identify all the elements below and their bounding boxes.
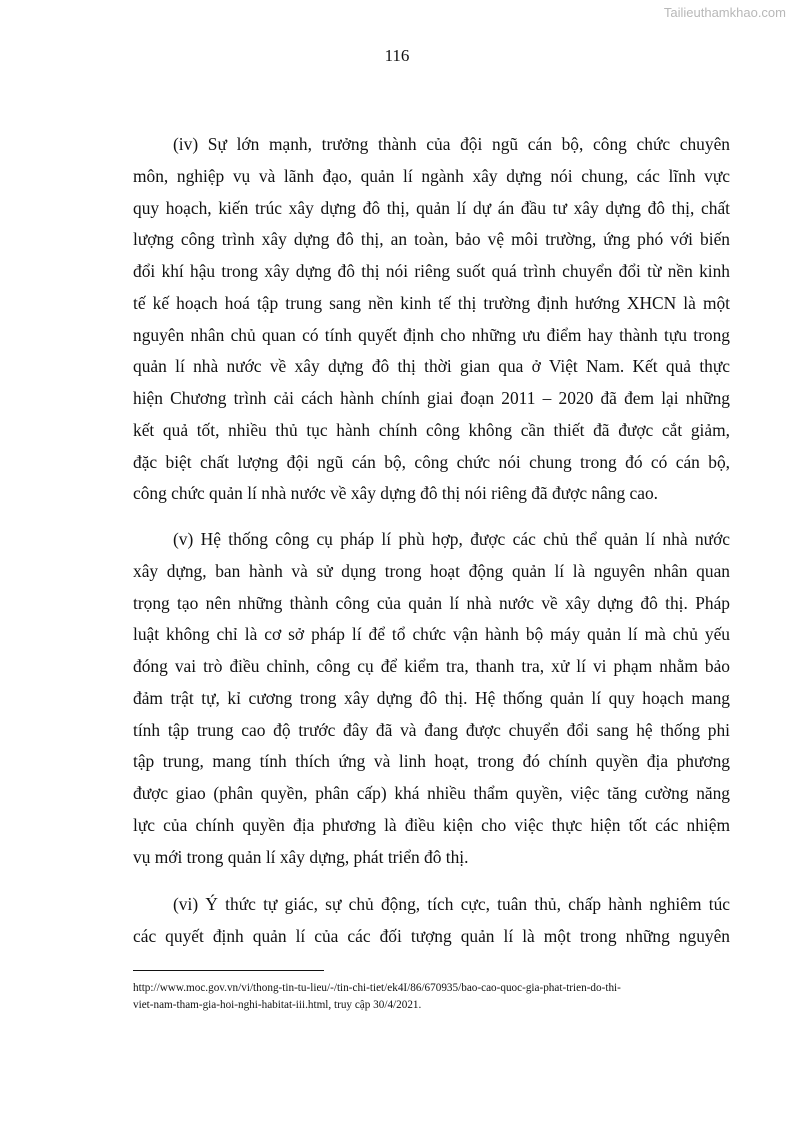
text-line: các quyết định quản lí của các đối tượng quản lí là một trong những nguyên — [133, 925, 730, 946]
text-line: hiện Chương trình cải cách hành chính giai đoạn 2011 – 2020 đã đem lại những — [133, 388, 730, 408]
text-line: vụ mới trong quản lí xây dựng, phát triển đô thị. — [133, 846, 469, 867]
footnote-line: viet-nam-tham-gia-hoi-nghi-habitat-iii.html, truy cập 30/4/2021. — [133, 999, 422, 1011]
paragraph-vi — [133, 889, 730, 953]
text-line: lượng công trình xây dựng đô thị, an toàn, bảo vệ môi trường, ứng phó với biến — [133, 229, 730, 250]
text-line: quản lí nhà nước về xây dựng đô thị thời gian qua ở Việt Nam. Kết quả thực — [133, 356, 730, 377]
text-line: luật không chỉ là cơ sở pháp lí để tổ chức vận hành bộ máy quản lí mà chủ yếu — [133, 624, 730, 645]
text-line: trọng tạo nên những thành công của quản lí nhà nước về xây dựng đô thị. Pháp — [133, 592, 730, 613]
watermark: Tailieuthamkhao.com — [663, 5, 786, 20]
text-line: tế kế hoạch hoá tập trung sang nền kinh tế thị trường định hướng XHCN là một — [133, 292, 730, 313]
text-line: công chức quản lí nhà nước về xây dựng đô thị nói riêng đã được nâng cao. — [133, 483, 659, 504]
footnote-divider — [133, 970, 324, 971]
text-line: lực của chính quyền địa phương là điều kiện cho việc thực hiện tốt các nhiệm — [133, 814, 730, 835]
text-line: (v) Hệ thống công cụ pháp lí phù hợp, được các chủ thể quản lí nhà nước — [173, 529, 730, 549]
text-line: tính tập trung cao độ trước đây đã và đang được chuyển đổi sang hệ thống phi — [133, 719, 730, 740]
text-line: đảm trật tự, kỉ cương trong xây dựng đô thị. Hệ thống quản lí quy hoạch mang — [133, 687, 730, 708]
footnote-line: http://www.moc.gov.vn/vi/thong-tin-tu-lieu/-/tin-chi-tiet/ek4I/86/670935/bao-cao-quoc-gia-phat-trien-do-thi- — [133, 982, 621, 994]
text-line: đặc biệt chất lượng đội ngũ cán bộ, công chức nói chung trong đó có cán bộ, — [133, 451, 730, 472]
text-line: đổi khí hậu trong xây dựng đô thị nói riêng suốt quá trình chuyển đổi từ nền kinh — [133, 261, 730, 281]
text-line: xây dựng, ban hành và sử dụng trong hoạt động quản lí là nguyên nhân quan — [133, 560, 730, 581]
page-number: 116 — [384, 46, 410, 65]
text-line: đóng vai trò điều chỉnh, công cụ để kiểm tra, thanh tra, xử lí vi phạm nhằm bảo — [133, 656, 730, 676]
text-line: được giao (phân quyền, phân cấp) khá nhiều thẩm quyền, việc tăng cường năng — [133, 783, 730, 803]
text-line: kết quả tốt, nhiều thủ tục hành chính công không cần thiết đã được cắt giảm, — [133, 419, 730, 440]
footnote — [133, 980, 730, 1014]
paragraph-iv — [133, 129, 730, 510]
text-line: môn, nghiệp vụ và lãnh đạo, quản lí ngành xây dựng nói chung, các lĩnh vực — [133, 165, 730, 186]
text-line: quy hoạch, kiến trúc xây dựng đô thị, quản lí dự án đầu tư xây dựng đô thị, chất — [133, 197, 730, 218]
text-line: (iv) Sự lớn mạnh, trưởng thành của đội ngũ cán bộ, công chức chuyên — [173, 134, 730, 154]
text-line: nguyên nhân chủ quan có tính quyết định cho những ưu điểm hay thành tựu trong — [133, 324, 730, 345]
paragraph-v — [133, 524, 730, 873]
text-line: (vi) Ý thức tự giác, sự chủ động, tích cực, tuân thủ, chấp hành nghiêm túc — [173, 894, 730, 914]
text-line: tập trung, mang tính thích ứng và linh hoạt, trong đó chính quyền địa phương — [133, 751, 730, 772]
